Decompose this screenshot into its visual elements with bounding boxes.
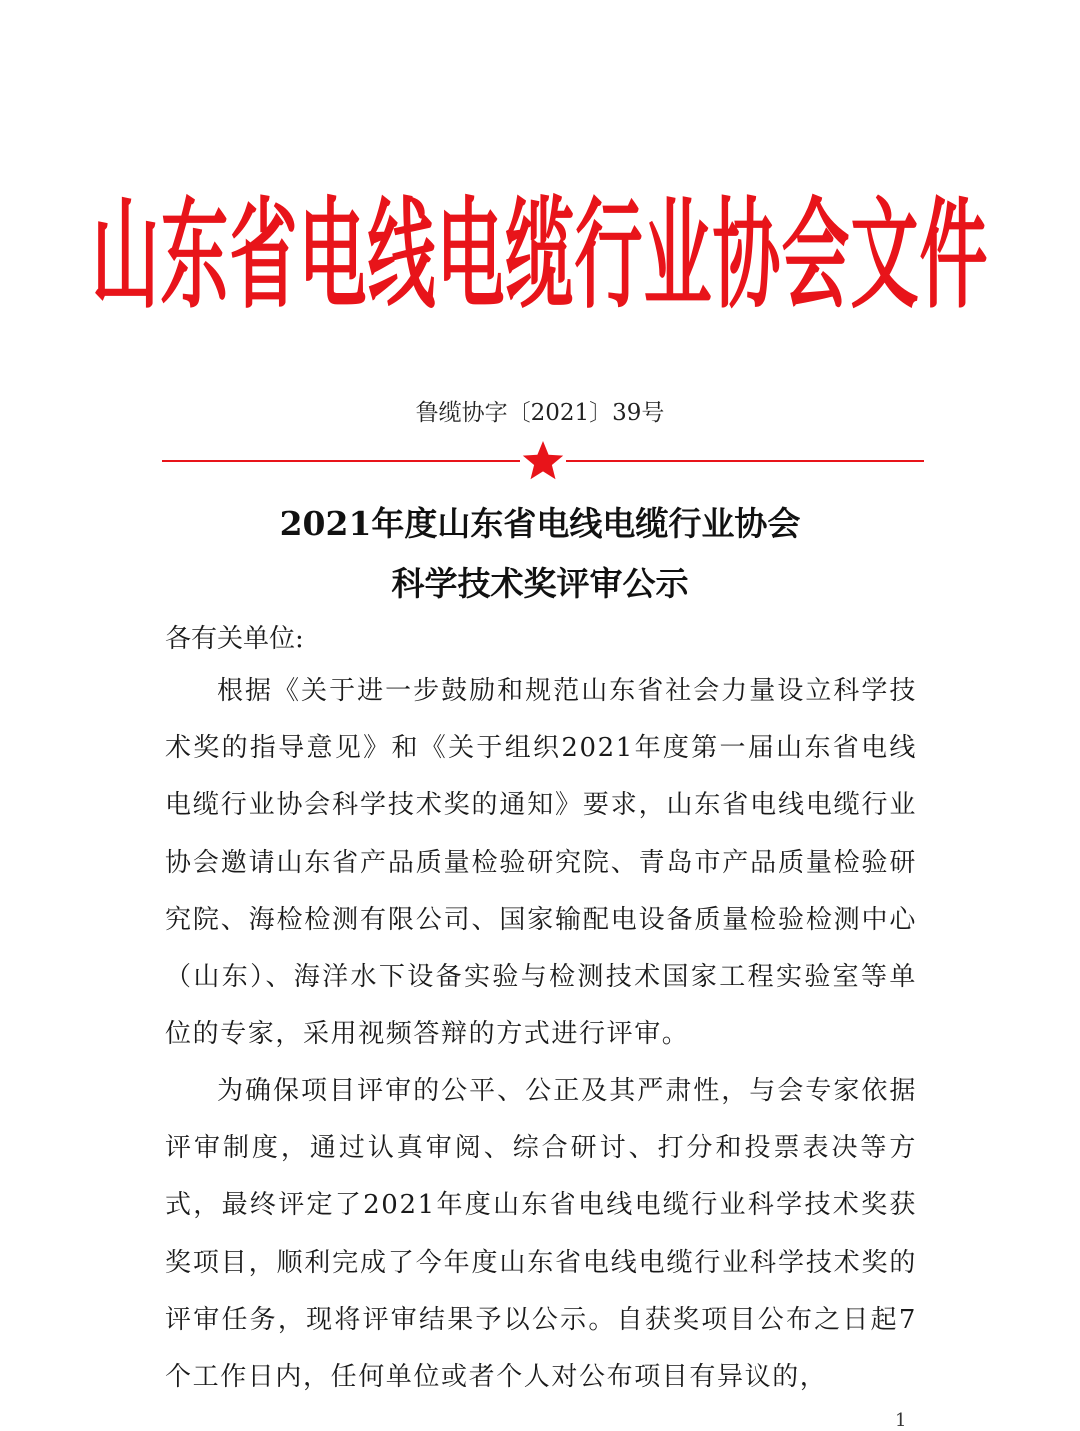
document-number: 鲁缆协字〔2021〕39号 [415, 400, 665, 426]
document-title-line-1: 2021年度山东省电线电缆行业协会 [279, 504, 801, 543]
masthead-title: 山东省电线电缆行业协会文件 [91, 187, 989, 326]
star-icon [523, 441, 563, 479]
red-separator [162, 440, 924, 480]
masthead [0, 187, 1080, 338]
document-title-line-2: 科学技术奖评审公示 [391, 564, 689, 603]
body-paragraph: 为确保项目评审的公平、公正及其严肃性，与会专家依据评审制度，通过认真审阅、综合研讨、打分和投票表决等方式，最终评定了2021年度山东省电线电缆行业科学技术奖获奖项目，顺利完成了今年度山东省电线电缆行业科学技术奖的评审任务，现将评审结果予以公示。自获奖项目公布之日起7个工作日内，任何单位或者个人对公布项目有异议的， [165, 1076, 917, 1393]
page-number: 1 [895, 1410, 907, 1431]
body-paragraph: 根据《关于进一步鼓励和规范山东省社会力量设立科学技术奖的指导意见》和《关于组织2021年度第一届山东省电线电缆行业协会科学技术奖的通知》要求，山东省电线电缆行业协会邀请山东省产品质量检验研究院、青岛市产品质量检验研究院、海检检测有限公司、国家输配电设备质量检验检测中心（山东）、海洋水下设备实验与检测技术国家工程实验室等单位的专家，采用视频答辩的方式进行评审。 [165, 676, 917, 1050]
salutation: 各有关单位: [165, 624, 304, 654]
